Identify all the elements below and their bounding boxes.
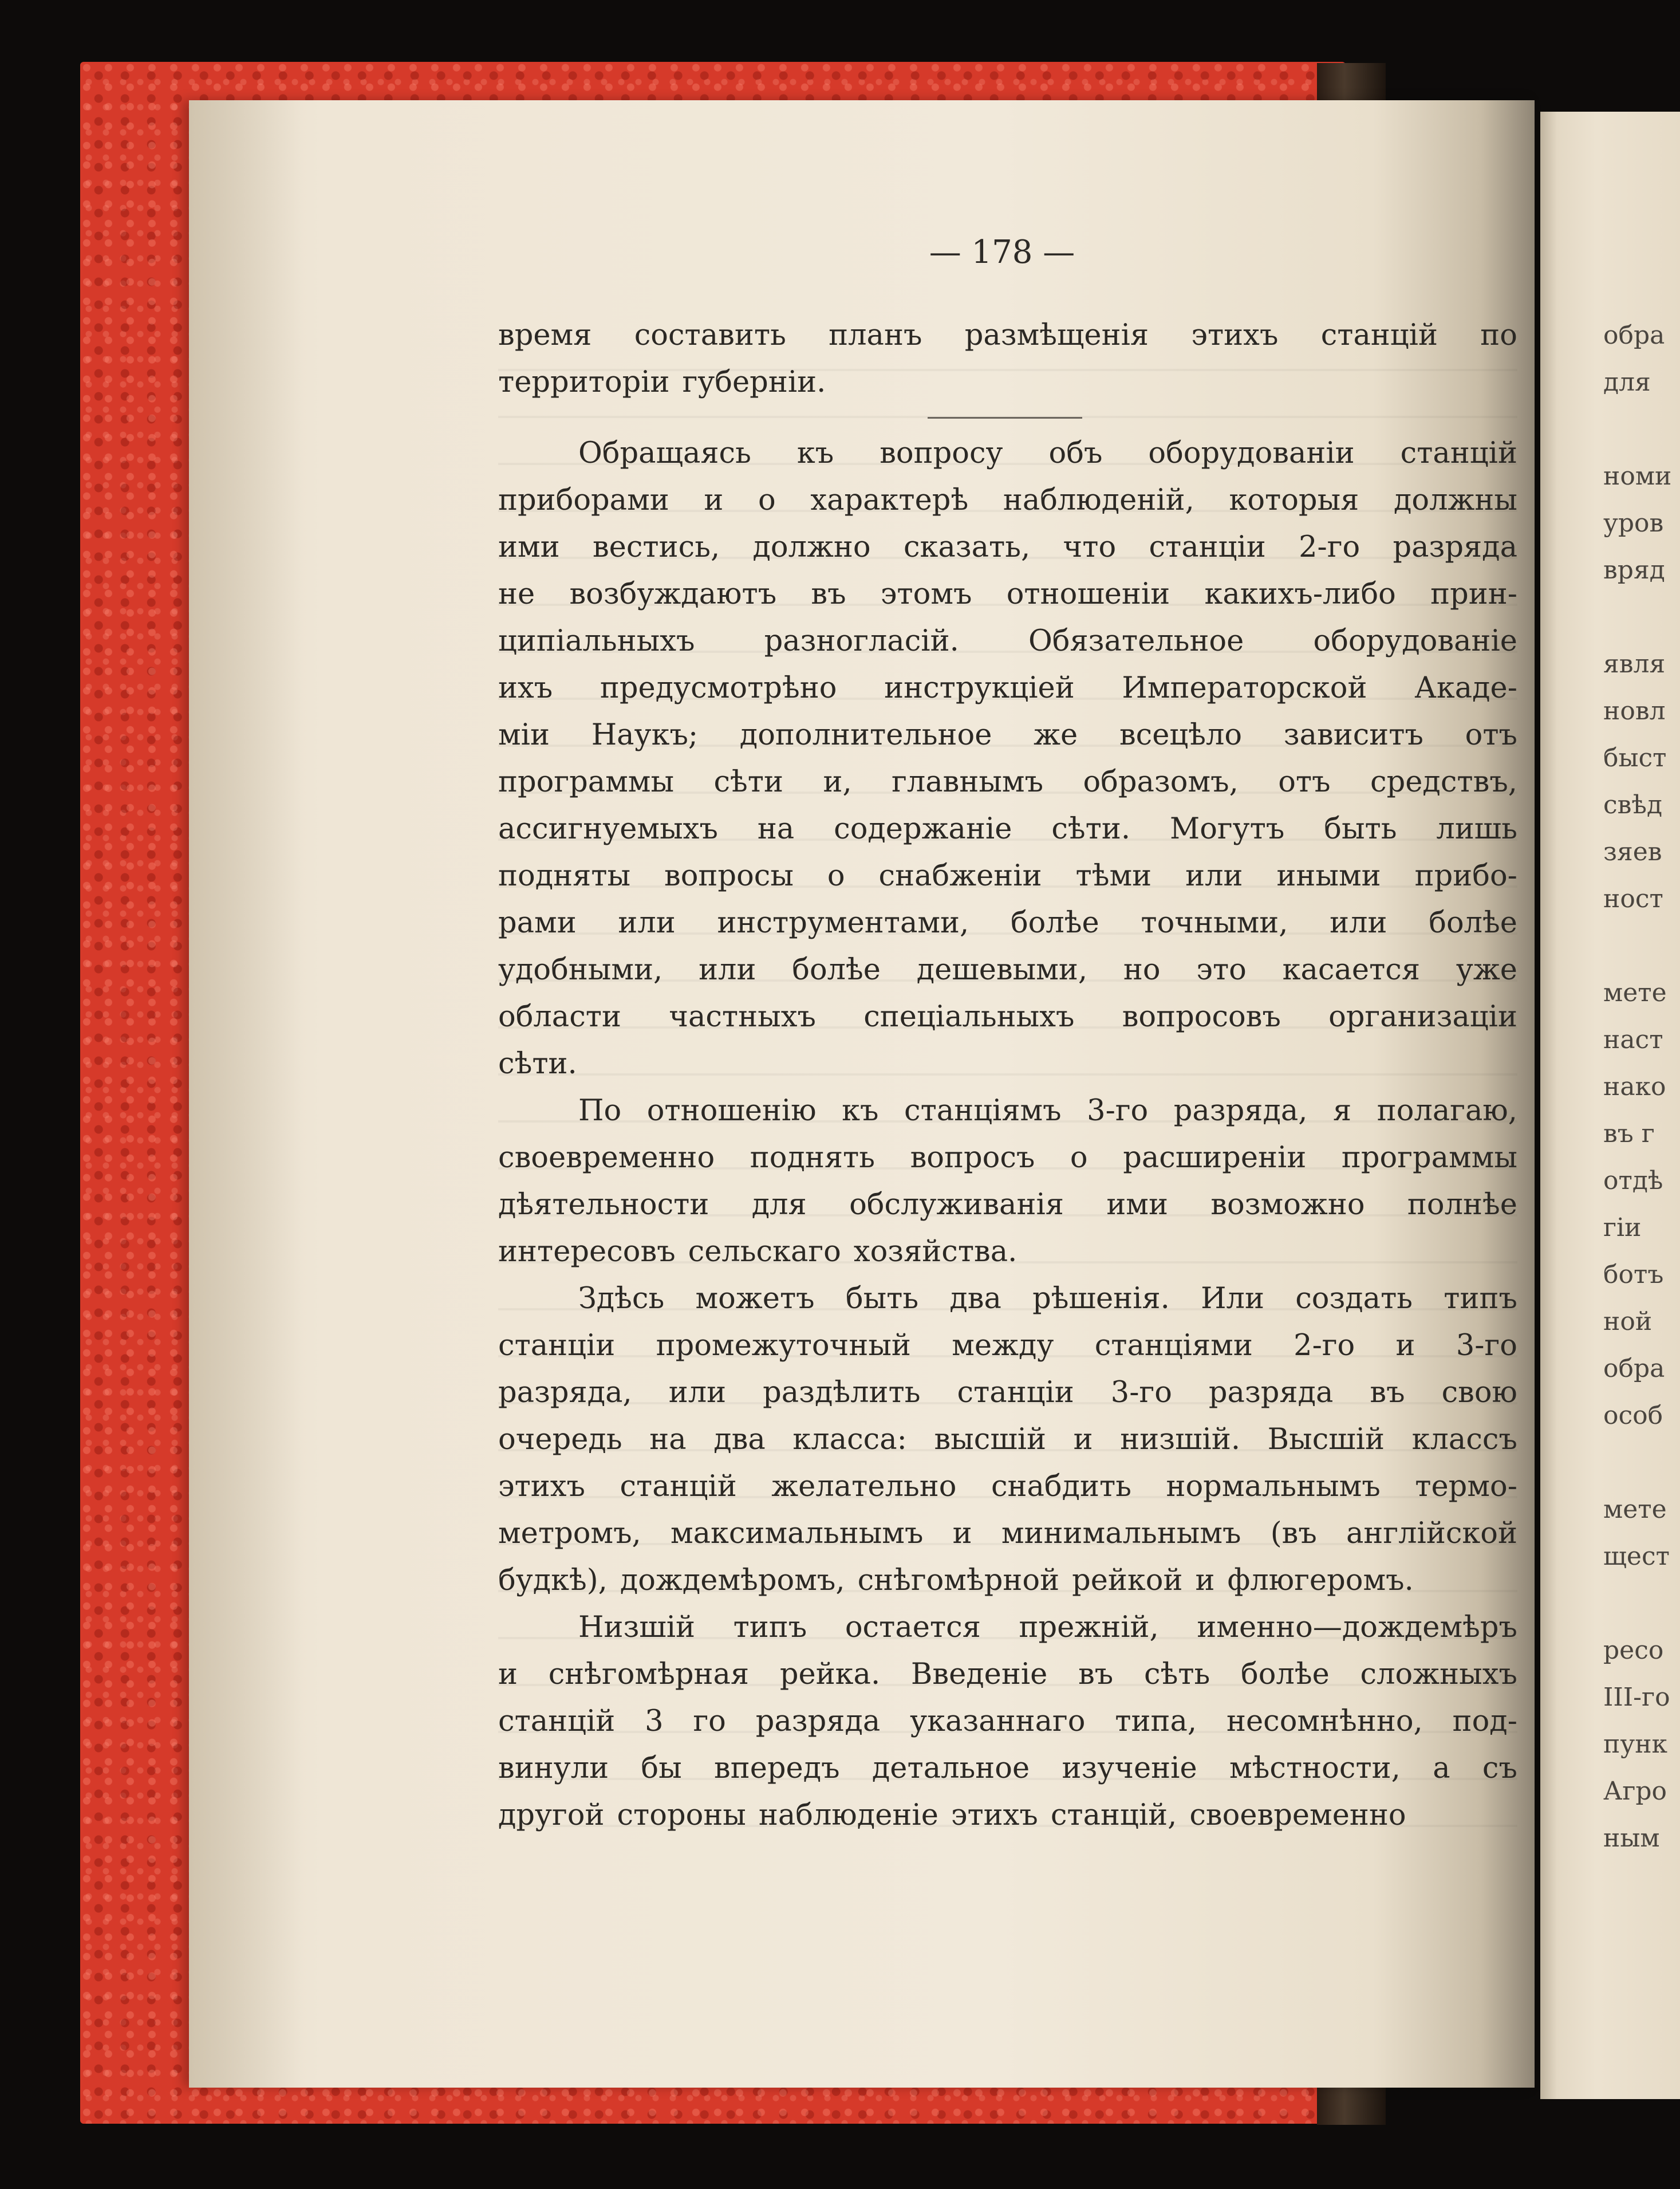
text-line: сѣти. (498, 1047, 577, 1081)
facing-page-fragment (1603, 406, 1680, 453)
facing-page-fragment: Агро (1603, 1777, 1667, 1806)
facing-page-fragment: мете (1603, 978, 1667, 1007)
facing-page-fragment: ботъ (1603, 1260, 1664, 1289)
text-line: станцій 3 го разряда указаннаго типа, несомнѣнно, под- (498, 1704, 1517, 1738)
facing-page-fragment: для (1603, 368, 1651, 397)
facing-page-text (1603, 312, 1680, 1862)
facing-page-fragment (1603, 923, 1680, 970)
text-line: своевременно поднять вопросъ о расширеніи программы (498, 1141, 1517, 1175)
facing-page-fragment (1603, 594, 1680, 641)
text-line: дѣятельности для обслуживанія ими возможно полнѣе (498, 1188, 1517, 1222)
facing-page-fragment: новл (1603, 696, 1666, 726)
text-line: міи Наукъ; дополнительное же всецѣло зависитъ отъ (498, 718, 1517, 752)
facing-page-fragment (1603, 1439, 1680, 1486)
facing-page-fragment: щест (1603, 1542, 1670, 1571)
text-line: и снѣгомѣрная рейка. Введеніе въ сѣть болѣе сложныхъ (498, 1658, 1517, 1691)
text-line: время составить планъ размѣщенія этихъ станцій по (498, 318, 1517, 352)
facing-page-fragment: явля (1603, 649, 1666, 679)
paragraph (498, 430, 1517, 1088)
text-line: ципіальныхъ разногласій. Обязательное оборудованіе (498, 624, 1517, 658)
facing-page-fragment: ной (1603, 1307, 1653, 1336)
text-line: территоріи губерніи. (498, 365, 826, 399)
facing-page-fragment: ресо (1603, 1636, 1664, 1665)
facing-page-fragment: номи (1603, 462, 1672, 491)
facing-page-fragment: вряд (1603, 556, 1665, 585)
facing-page-fragment (1603, 1580, 1680, 1627)
text-line: Обращаясь къ вопросу объ оборудованіи станцій (578, 436, 1517, 470)
text-line: ассигнуемыхъ на содержаніе сѣти. Могутъ быть лишь (498, 812, 1517, 846)
facing-page-fragment: уров (1603, 509, 1664, 538)
text-line: не возбуждаютъ въ этомъ отношеніи какихъ-либо прин- (498, 577, 1517, 611)
facing-page-fragment: наст (1603, 1025, 1663, 1054)
facing-page-fragment: отдѣ (1603, 1166, 1663, 1195)
text-line: метромъ, максимальнымъ и минимальнымъ (въ англійской (498, 1517, 1517, 1550)
facing-page-fragment: ност (1603, 884, 1663, 914)
facing-page-fragment: гіи (1603, 1213, 1642, 1242)
text-line: будкѣ), дождемѣромъ, снѣгомѣрной рейкой и флюгеромъ. (498, 1564, 1414, 1597)
paragraph-gap (498, 406, 1517, 430)
facing-page-fragment: зяев (1603, 837, 1662, 867)
text-line: Низшій типъ остается прежній, именно—дождемѣръ (578, 1611, 1517, 1644)
facing-page-fragment: въ г (1603, 1119, 1655, 1148)
paragraph (498, 1604, 1517, 1839)
text-line: ими вестись, должно сказать, что станціи 2-го разряда (498, 530, 1517, 564)
body-text (498, 312, 1517, 1839)
page-number: — 178 — (929, 234, 1075, 271)
text-line: этихъ станцій желательно снабдить нормальнымъ термо- (498, 1470, 1517, 1503)
paragraph (498, 312, 1517, 406)
facing-page-fragment: обра (1603, 1354, 1665, 1383)
text-line: станціи промежуточный между станціями 2-го и 3-го (498, 1329, 1517, 1363)
text-line: программы сѣти и, главнымъ образомъ, отъ средствъ, (498, 765, 1517, 799)
text-line: приборами и о характерѣ наблюденій, которыя должны (498, 483, 1517, 517)
facing-page-fragment: быст (1603, 743, 1667, 773)
text-line: рами или инструментами, болѣе точными, или болѣе (498, 906, 1517, 940)
text-line: винули бы впередъ детальное изученіе мѣстности, а съ (498, 1751, 1517, 1785)
text-line: разряда, или раздѣлить станціи 3-го разряда въ свою (498, 1376, 1517, 1410)
facing-page-fragment: ным (1603, 1824, 1660, 1853)
text-line: интересовъ сельскаго хозяйства. (498, 1235, 1018, 1269)
facing-page-fragment: нако (1603, 1072, 1666, 1101)
facing-page-fragment: обра (1603, 321, 1665, 350)
text-line: ихъ предусмотрѣно инструкціей Императорской Акаде- (498, 671, 1517, 705)
text-line: По отношенію къ станціямъ 3-го разряда, я полагаю, (578, 1094, 1517, 1128)
facing-page-fragment: особ (1603, 1401, 1663, 1430)
page-fore-edge (189, 100, 303, 2088)
text-line: удобными, или болѣе дешевыми, но это касается уже (498, 953, 1517, 987)
text-line: области частныхъ спеціальныхъ вопросовъ организаціи (498, 1000, 1517, 1034)
facing-page-fragment: пунк (1603, 1730, 1668, 1759)
text-line: другой стороны наблюденіе этихъ станцій, своевременно (498, 1798, 1406, 1832)
facing-page-fragment: III-го (1603, 1683, 1670, 1712)
text-line: Здѣсь можетъ быть два рѣшенія. Или создать типъ (578, 1282, 1517, 1316)
paragraph (498, 1088, 1517, 1275)
paragraph (498, 1275, 1517, 1604)
text-line: очередь на два класса: высшій и низшій. Высшій классъ (498, 1423, 1517, 1456)
facing-page-fragment: свѣд (1603, 790, 1663, 820)
facing-page-fragment: мете (1603, 1495, 1667, 1524)
text-line: подняты вопросы о снабженіи тѣми или иными прибо- (498, 859, 1517, 893)
